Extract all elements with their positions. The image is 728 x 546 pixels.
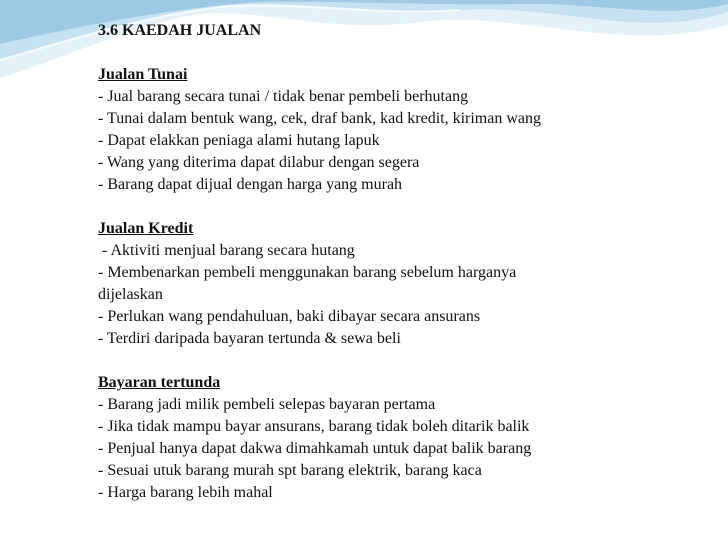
bullet-line: dijelaskan <box>98 286 163 303</box>
bullet-line: - Tunai dalam bentuk wang, cek, draf bank, kad kredit, kiriman wang <box>98 110 541 127</box>
bullet-line: - Penjual hanya dapat dakwa dimahkamah untuk dapat balik barang <box>98 440 532 457</box>
bullet-line: - Barang jadi milik pembeli selepas bayaran pertama <box>98 396 436 413</box>
section-heading: Jualan Kredit <box>98 220 194 237</box>
bullet-line: - Wang yang diterima dapat dilabur dengan segera <box>98 154 420 171</box>
slide-title: 3.6 KAEDAH JUALAN <box>98 22 262 39</box>
spacer <box>98 42 658 64</box>
bullet-line: - Membenarkan pembeli menggunakan barang sebelum harganya <box>98 264 517 281</box>
section-heading: Jualan Tunai <box>98 66 188 83</box>
slide-content <box>98 20 658 504</box>
bullet-line: - Sesuai utuk barang murah spt barang elektrik, barang kaca <box>98 462 482 479</box>
section-bayaran-tertunda <box>98 372 658 504</box>
bullet-line: - Aktiviti menjual barang secara hutang <box>98 242 355 259</box>
bullet-line: - Dapat elakkan peniaga alami hutang lapuk <box>98 132 380 149</box>
section-heading: Bayaran tertunda <box>98 374 221 391</box>
bullet-line: - Jika tidak mampu bayar ansurans, barang tidak boleh ditarik balik <box>98 418 530 435</box>
spacer <box>98 350 658 372</box>
section-jualan-kredit <box>98 218 658 350</box>
bullet-line: - Jual barang secara tunai / tidak benar pembeli berhutang <box>98 88 469 105</box>
bullet-line: - Perlukan wang pendahuluan, baki dibayar secara ansurans <box>98 308 481 325</box>
spacer <box>98 196 658 218</box>
bullet-line: - Barang dapat dijual dengan harga yang murah <box>98 176 403 193</box>
section-jualan-tunai <box>98 64 658 196</box>
bullet-line: - Terdiri daripada bayaran tertunda & sewa beli <box>98 330 401 347</box>
bullet-line: - Harga barang lebih mahal <box>98 484 273 501</box>
